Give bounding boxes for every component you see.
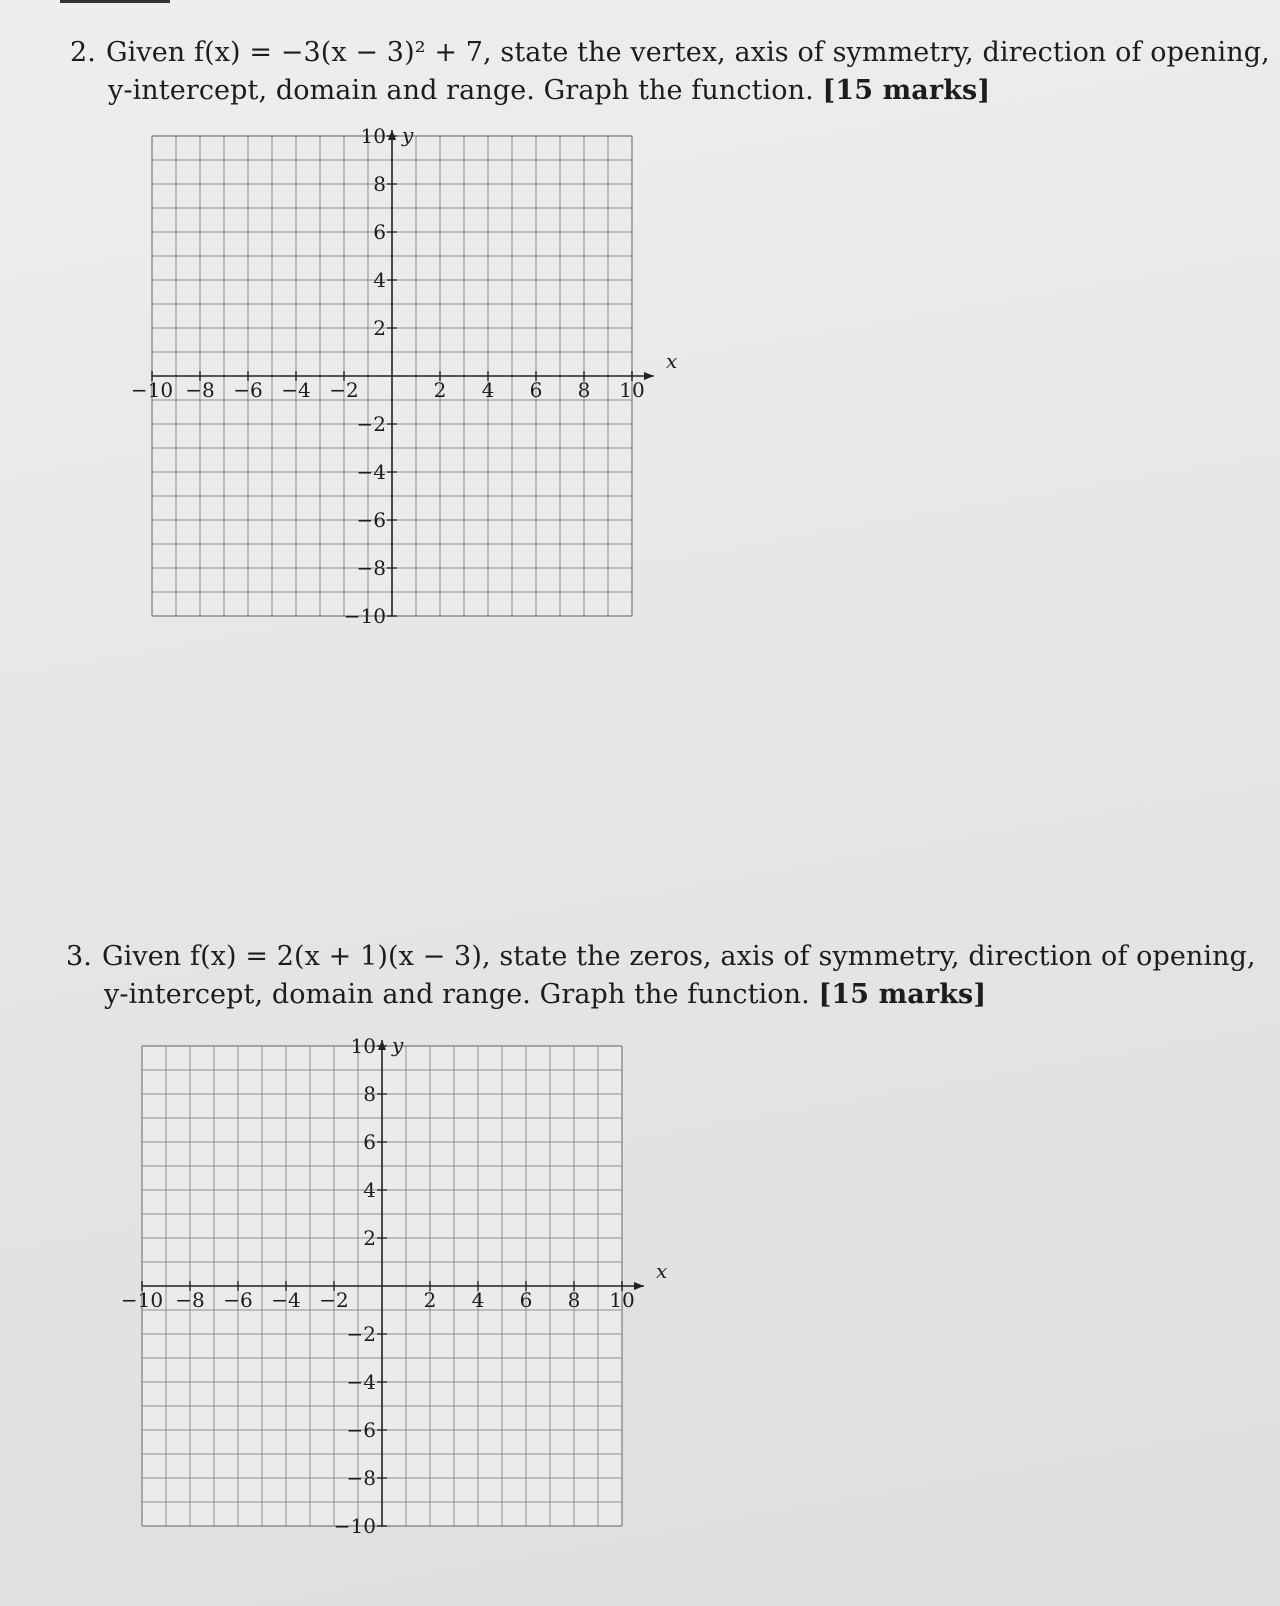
x-tick-label: −4 bbox=[271, 1288, 301, 1312]
x-tick-label: −10 bbox=[120, 1288, 164, 1312]
coordinate-grid-svg[interactable] bbox=[90, 1030, 670, 1570]
y-tick-label: 6 bbox=[363, 1130, 376, 1154]
y-axis-label: y bbox=[392, 1033, 404, 1057]
coordinate-grid-svg[interactable] bbox=[100, 120, 680, 660]
y-tick-label: −4 bbox=[356, 460, 386, 484]
question-2 bbox=[70, 34, 1270, 110]
x-tick-label: 8 bbox=[567, 1288, 581, 1312]
y-tick-label: −6 bbox=[356, 508, 386, 532]
x-tick-label: −6 bbox=[233, 378, 263, 402]
y-axis-label: y bbox=[402, 123, 414, 147]
x-tick-label: −2 bbox=[319, 1288, 349, 1312]
x-tick-label: −8 bbox=[185, 378, 215, 402]
graph-grid-question-2[interactable] bbox=[100, 120, 680, 660]
y-tick-label: 2 bbox=[373, 316, 386, 340]
x-tick-label: 10 bbox=[619, 378, 645, 402]
y-tick-label: 10 bbox=[350, 1034, 376, 1058]
question-2-line-1 bbox=[70, 34, 1270, 72]
y-tick-label: 4 bbox=[373, 268, 386, 292]
y-tick-label: −8 bbox=[356, 556, 386, 580]
x-axis-label: x bbox=[666, 349, 678, 373]
question-3-prompt-cont: y-intercept, domain and range. Graph the function. bbox=[104, 979, 810, 1010]
x-axis-arrow-icon bbox=[634, 1282, 644, 1290]
question-2-marks: [15 marks] bbox=[822, 75, 991, 106]
x-tick-label: 10 bbox=[609, 1288, 635, 1312]
y-tick-label: 2 bbox=[363, 1226, 376, 1250]
question-2-prompt-cont: y-intercept, domain and range. Graph the function. bbox=[108, 75, 814, 106]
question-3-marks: [15 marks] bbox=[818, 979, 987, 1010]
x-tick-label: −10 bbox=[130, 378, 174, 402]
x-tick-label: 2 bbox=[423, 1288, 437, 1312]
y-tick-label: 6 bbox=[373, 220, 386, 244]
x-tick-label: 6 bbox=[519, 1288, 533, 1312]
x-tick-label: 4 bbox=[471, 1288, 485, 1312]
top-edge-mark bbox=[60, 0, 170, 3]
y-tick-label: −2 bbox=[346, 1322, 376, 1346]
x-tick-label: −8 bbox=[175, 1288, 205, 1312]
question-2-prompt: Given f(x) = −3(x − 3)² + 7, state the vertex, axis of symmetry, direction of opening, bbox=[105, 37, 1270, 68]
graph-grid-question-3[interactable] bbox=[90, 1030, 670, 1570]
x-tick-label: 6 bbox=[529, 378, 543, 402]
x-tick-label: 2 bbox=[433, 378, 447, 402]
y-tick-label: −4 bbox=[346, 1370, 376, 1394]
y-axis-arrow-icon bbox=[378, 1040, 386, 1050]
y-tick-label: 8 bbox=[363, 1082, 376, 1106]
question-3-line-2 bbox=[66, 976, 1256, 1014]
y-tick-label: −8 bbox=[346, 1466, 376, 1490]
y-tick-label: 10 bbox=[360, 124, 386, 148]
y-tick-label: −10 bbox=[343, 604, 386, 628]
y-tick-label: −2 bbox=[356, 412, 386, 436]
x-tick-label: −4 bbox=[281, 378, 311, 402]
y-tick-label: −10 bbox=[333, 1514, 376, 1538]
x-axis-label: x bbox=[656, 1259, 668, 1283]
y-tick-label: 8 bbox=[373, 172, 386, 196]
x-tick-label: 8 bbox=[577, 378, 591, 402]
question-3-line-1 bbox=[66, 938, 1256, 976]
y-axis-arrow-icon bbox=[388, 130, 396, 140]
question-2-line-2 bbox=[70, 72, 1260, 110]
y-tick-label: −6 bbox=[346, 1418, 376, 1442]
y-tick-label: 4 bbox=[363, 1178, 376, 1202]
question-3 bbox=[66, 938, 1256, 1014]
question-3-prompt: Given f(x) = 2(x + 1)(x − 3), state the zeros, axis of symmetry, direction of opening, bbox=[101, 941, 1256, 972]
x-tick-label: −6 bbox=[223, 1288, 253, 1312]
question-2-number: 2. bbox=[70, 37, 96, 68]
x-tick-label: 4 bbox=[481, 378, 495, 402]
x-tick-label: −2 bbox=[329, 378, 359, 402]
question-3-number: 3. bbox=[66, 941, 92, 972]
x-axis-arrow-icon bbox=[644, 372, 654, 380]
